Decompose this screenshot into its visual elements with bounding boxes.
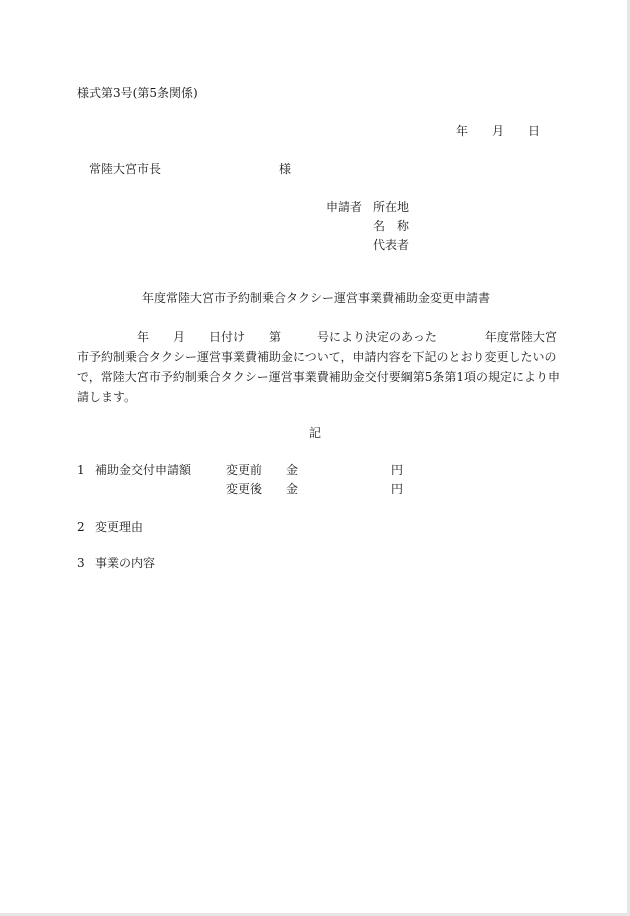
applicant-representative-label: 代表者 [373, 238, 410, 252]
body-line: 市予約制乗合タクシー運営事業費補助金について，申請内容を下記のとおり変更したいの [77, 350, 557, 364]
item1-before-currency-prefix: 金 [286, 463, 299, 477]
date-day-label: 日 [528, 124, 541, 138]
item1-after-label: 変更後 [226, 482, 263, 496]
item2-number: 2 [77, 520, 85, 534]
item3-label: 事業の内容 [95, 556, 156, 570]
body-line: で，常陸大宮市予約制乗合タクシー運営事業費補助金交付要綱第5条第1項の規定により申 [77, 370, 561, 384]
item1-before-currency-suffix: 円 [391, 463, 404, 477]
body-line: 年 月 日付け 第 号により決定のあった 年度常陸大宮 [77, 330, 557, 344]
body-paragraph [77, 327, 561, 407]
form-number: 様式第3号(第5条関係) [77, 86, 198, 100]
item3-number: 3 [77, 556, 85, 570]
item1-before-label: 変更前 [226, 463, 263, 477]
addressee-name: 常陸大宮市長 [89, 162, 162, 176]
document-title: 年度常陸大宮市予約制乗合タクシー運営事業費補助金変更申請書 [142, 291, 491, 305]
body-line: 請します。 [77, 390, 137, 404]
applicant-name-label: 名 称 [373, 219, 410, 233]
item2-label: 変更理由 [95, 520, 144, 534]
date-year-label: 年 [456, 124, 469, 138]
date-month-label: 月 [492, 124, 505, 138]
applicant-role-label: 申請者 [326, 200, 363, 214]
applicant-address-label: 所在地 [373, 200, 410, 214]
addressee-honorific: 様 [279, 162, 292, 176]
item1-number: 1 [77, 463, 85, 477]
item1-after-currency-suffix: 円 [391, 482, 404, 496]
item1-after-currency-prefix: 金 [286, 482, 299, 496]
item1-label: 補助金交付申請額 [95, 463, 192, 477]
ki-heading: 記 [309, 426, 322, 440]
